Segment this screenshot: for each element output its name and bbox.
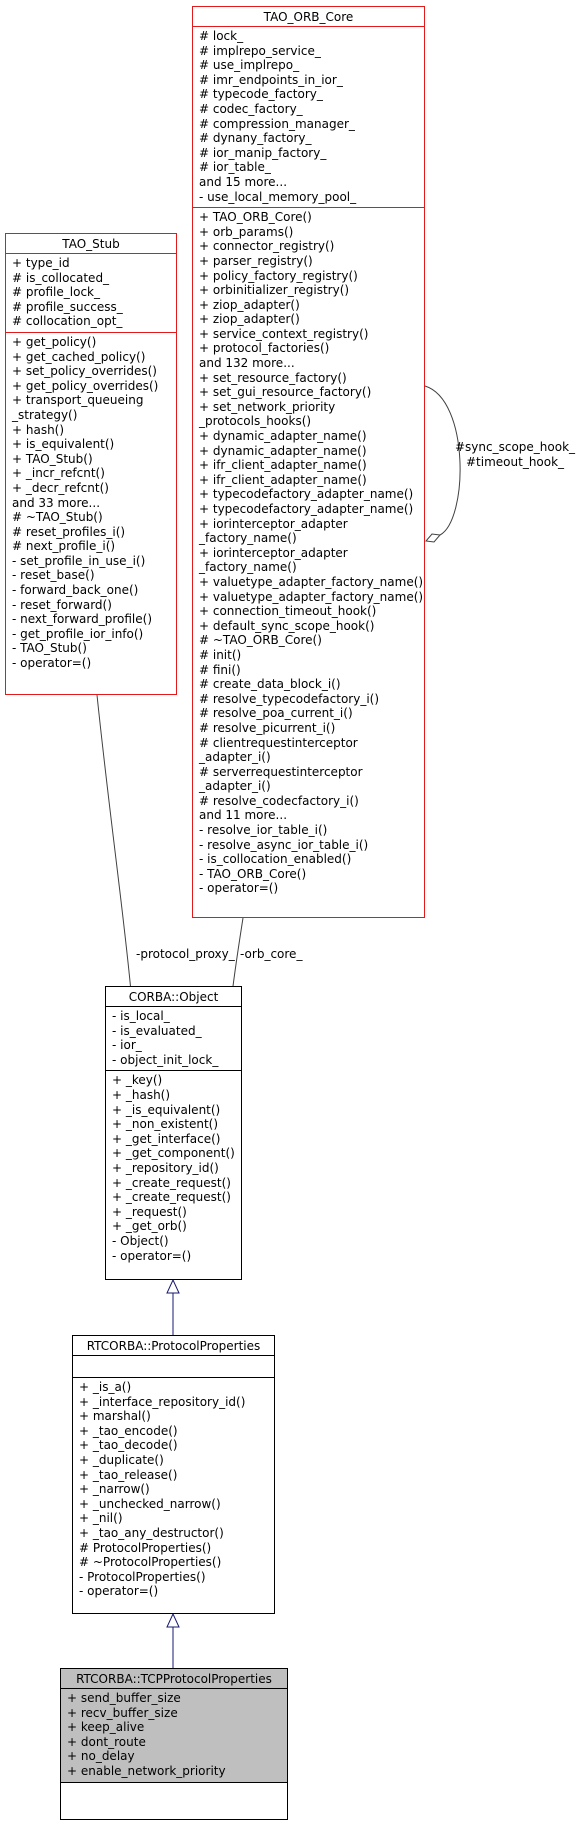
member-line: + policy_factory_registry() [199, 268, 358, 283]
member-line: - set_profile_in_use_i() [12, 553, 146, 568]
member-line: _strategy() [12, 407, 78, 422]
member-line: - operator=() [12, 656, 92, 671]
member-line: + _tao_any_destructor() [79, 1525, 224, 1540]
member-line: + orbinitializer_registry() [199, 283, 350, 298]
member-line: + _hash() [112, 1087, 171, 1102]
member-line: - forward_back_one() [12, 583, 139, 598]
edge-label-timeout-hook: #timeout_hook_ [466, 455, 565, 469]
attribute-list [193, 26, 424, 207]
class-title: TAO_ORB_Core [263, 10, 354, 24]
inherit-arrow-protocol-properties [167, 1280, 179, 1293]
member-line: + _incr_refcnt() [12, 466, 105, 481]
member-line: + get_cached_policy() [12, 349, 146, 364]
member-line: - ior_ [112, 1038, 142, 1053]
member-line: _factory_name() [199, 531, 297, 546]
member-line: # resolve_typecodefactory_i() [199, 691, 380, 706]
member-line: - operator=() [112, 1248, 192, 1263]
member-line: - reset_base() [12, 568, 95, 583]
member-line: - is_local_ [112, 1009, 170, 1023]
member-line: + TAO_Stub() [12, 451, 93, 466]
class-title: TAO_Stub [62, 237, 120, 251]
edge-label-orb-core: -orb_core_ [240, 947, 303, 961]
edge-label-sync-scope-hook: #sync_scope_hook_ [455, 440, 576, 454]
member-line: + _duplicate() [79, 1452, 164, 1467]
member-line: + _narrow() [79, 1482, 150, 1497]
member-line: _factory_name() [199, 560, 297, 575]
member-line: + connector_registry() [199, 239, 335, 254]
member-line: + _tao_release() [79, 1467, 178, 1482]
operation-list [61, 1782, 287, 1804]
member-line: # ~TAO_ORB_Core() [199, 633, 322, 648]
member-line: # profile_success_ [12, 299, 123, 314]
member-line: # ProtocolProperties() [79, 1540, 212, 1555]
member-line: # use_implrepo_ [199, 58, 300, 73]
class-tcp-protocol-properties[interactable] [60, 1668, 288, 1820]
member-line: + _decr_refcnt() [12, 480, 109, 495]
member-line: - is_collocation_enabled() [199, 852, 352, 867]
member-line: + protocol_factories() [199, 341, 330, 356]
member-line: # imr_endpoints_in_ior_ [199, 72, 343, 87]
member-line: + _interface_repository_id() [79, 1394, 246, 1409]
member-line: # serverrequestinterceptor [199, 764, 363, 779]
member-line: # dynany_factory_ [199, 131, 312, 146]
member-line: - ProtocolProperties() [79, 1569, 206, 1584]
member-line: + transport_queueing [12, 393, 144, 408]
member-line: # clientrequestinterceptor [199, 735, 358, 750]
member-line: + typecodefactory_adapter_name() [199, 487, 414, 502]
member-line: # fini() [199, 662, 241, 677]
member-line: + valuetype_adapter_factory_name() [199, 589, 424, 604]
member-line: + connection_timeout_hook() [199, 604, 377, 619]
attribute-list [106, 1006, 241, 1070]
member-line: + no_delay [67, 1749, 135, 1764]
member-line: + _repository_id() [112, 1160, 219, 1175]
member-line: # resolve_codecfactory_i() [199, 793, 359, 808]
member-line: - operator=() [199, 881, 279, 896]
member-line: + set_policy_overrides() [12, 364, 157, 379]
member-line: + dynamic_adapter_name() [199, 429, 367, 444]
class-protocol-properties[interactable] [72, 1335, 275, 1614]
member-line: # typecode_factory_ [199, 87, 323, 102]
member-line: # resolve_poa_current_i() [199, 706, 353, 721]
member-line: _adapter_i() [199, 779, 271, 794]
member-line: + get_policy() [12, 334, 97, 349]
member-line: + _create_request() [112, 1175, 231, 1190]
member-line: + marshal() [79, 1409, 151, 1424]
member-line: and 132 more... [199, 356, 295, 371]
member-line: + ziop_adapter() [199, 312, 300, 327]
operation-list [73, 1377, 274, 1602]
member-line: + TAO_ORB_Core() [199, 210, 312, 225]
member-line: + _non_existent() [112, 1117, 219, 1132]
member-line: + _tao_decode() [79, 1438, 178, 1453]
class-title: CORBA::Object [128, 990, 219, 1004]
member-line: + _request() [112, 1204, 187, 1219]
member-line: - TAO_Stub() [12, 641, 87, 656]
operation-list [6, 332, 176, 674]
aggregation-diamond-self [426, 534, 440, 542]
operation-list [193, 207, 424, 899]
member-line: # ~TAO_Stub() [12, 510, 103, 525]
class-tao-stub[interactable] [5, 233, 177, 695]
member-line: + set_network_priority [199, 399, 336, 414]
member-line: _protocols_hooks() [199, 414, 312, 429]
member-line: - resolve_ior_table_i() [199, 823, 328, 838]
member-line: + _is_a() [79, 1380, 132, 1394]
member-line: + _tao_encode() [79, 1423, 178, 1438]
member-line: - is_evaluated_ [112, 1023, 202, 1038]
attribute-list [73, 1355, 274, 1377]
member-line: + get_policy_overrides() [12, 378, 159, 393]
inherit-arrow-tcp [167, 1614, 179, 1627]
member-line: # profile_lock_ [12, 285, 100, 300]
member-line: + recv_buffer_size [67, 1705, 178, 1720]
member-line: and 15 more... [199, 174, 288, 189]
member-line: - next_forward_profile() [12, 612, 153, 627]
member-line: + is_equivalent() [12, 437, 115, 452]
member-line: + dynamic_adapter_name() [199, 443, 367, 458]
class-title: RTCORBA::ProtocolProperties [86, 1339, 261, 1353]
member-line: - TAO_ORB_Core() [199, 866, 307, 881]
member-line: + _unchecked_narrow() [79, 1496, 221, 1511]
member-line: # ~ProtocolProperties() [79, 1555, 222, 1570]
class-corba-object[interactable] [105, 986, 242, 1280]
member-line: # ior_table_ [199, 160, 271, 175]
member-line: + default_sync_scope_hook() [199, 618, 375, 633]
member-line: + valuetype_adapter_factory_name() [199, 574, 424, 589]
member-line: + set_gui_resource_factory() [199, 385, 372, 400]
member-line: - get_profile_ior_info() [12, 626, 144, 641]
member-line: and 11 more... [199, 808, 288, 823]
member-line: - Object() [112, 1233, 169, 1248]
member-line: + set_resource_factory() [199, 370, 347, 385]
member-line: and 33 more... [12, 495, 101, 510]
member-line: + _nil() [79, 1511, 123, 1526]
edge-label-protocol-proxy: -protocol_proxy_ [136, 947, 235, 961]
member-line: + orb_params() [199, 224, 294, 239]
member-line: + dont_route [67, 1734, 146, 1749]
member-line: # compression_manager_ [199, 116, 355, 131]
member-line: # lock_ [199, 29, 244, 43]
member-line: # next_profile_i() [12, 539, 116, 554]
member-line: + iorinterceptor_adapter [199, 545, 348, 560]
class-tao-orb-core[interactable] [192, 6, 425, 918]
member-line: + _is_equivalent() [112, 1102, 221, 1117]
member-line: + type_id [12, 256, 70, 270]
member-line: + parser_registry() [199, 253, 313, 268]
member-line: + ifr_client_adapter_name() [199, 472, 367, 487]
member-line: # is_collocated_ [12, 270, 110, 285]
member-line: - resolve_async_ior_table_i() [199, 837, 369, 852]
member-line: + ziop_adapter() [199, 297, 300, 312]
member-line: + _key() [112, 1073, 163, 1088]
member-line: # init() [199, 647, 242, 662]
edge-self-hooks [425, 386, 460, 535]
operation-list [106, 1070, 241, 1266]
member-line: # resolve_picurrent_i() [199, 720, 336, 735]
member-line: + send_buffer_size [67, 1691, 181, 1705]
member-line: + _get_interface() [112, 1131, 221, 1146]
member-line: + enable_network_priority [67, 1763, 226, 1778]
member-line: # codec_factory_ [199, 101, 303, 116]
member-line: # reset_profiles_i() [12, 524, 126, 539]
member-line: + iorinterceptor_adapter [199, 516, 348, 531]
member-line: - operator=() [79, 1584, 159, 1599]
member-line: + _get_component() [112, 1146, 235, 1161]
member-line: # implrepo_service_ [199, 43, 321, 58]
attribute-list [61, 1688, 287, 1782]
member-line: + hash() [12, 422, 65, 437]
class-title: RTCORBA::TCPProtocolProperties [61, 1669, 287, 1688]
member-line: + keep_alive [67, 1720, 145, 1735]
member-line: _adapter_i() [199, 750, 271, 765]
attribute-list [6, 253, 176, 332]
member-line: - use_local_memory_pool_ [199, 189, 357, 204]
member-line: - reset_forward() [12, 597, 112, 612]
member-line: + typecodefactory_adapter_name() [199, 502, 414, 516]
member-line: # create_data_block_i() [199, 677, 341, 692]
member-line: # collocation_opt_ [12, 314, 123, 329]
member-line: - object_init_lock_ [112, 1052, 219, 1067]
member-line: + _create_request() [112, 1190, 231, 1205]
member-line: + service_context_registry() [199, 326, 369, 341]
member-line: + ifr_client_adapter_name() [199, 458, 367, 473]
edge-protocol-proxy [97, 695, 132, 1003]
member-line: # ior_manip_factory_ [199, 145, 327, 160]
member-line: + _get_orb() [112, 1219, 187, 1234]
